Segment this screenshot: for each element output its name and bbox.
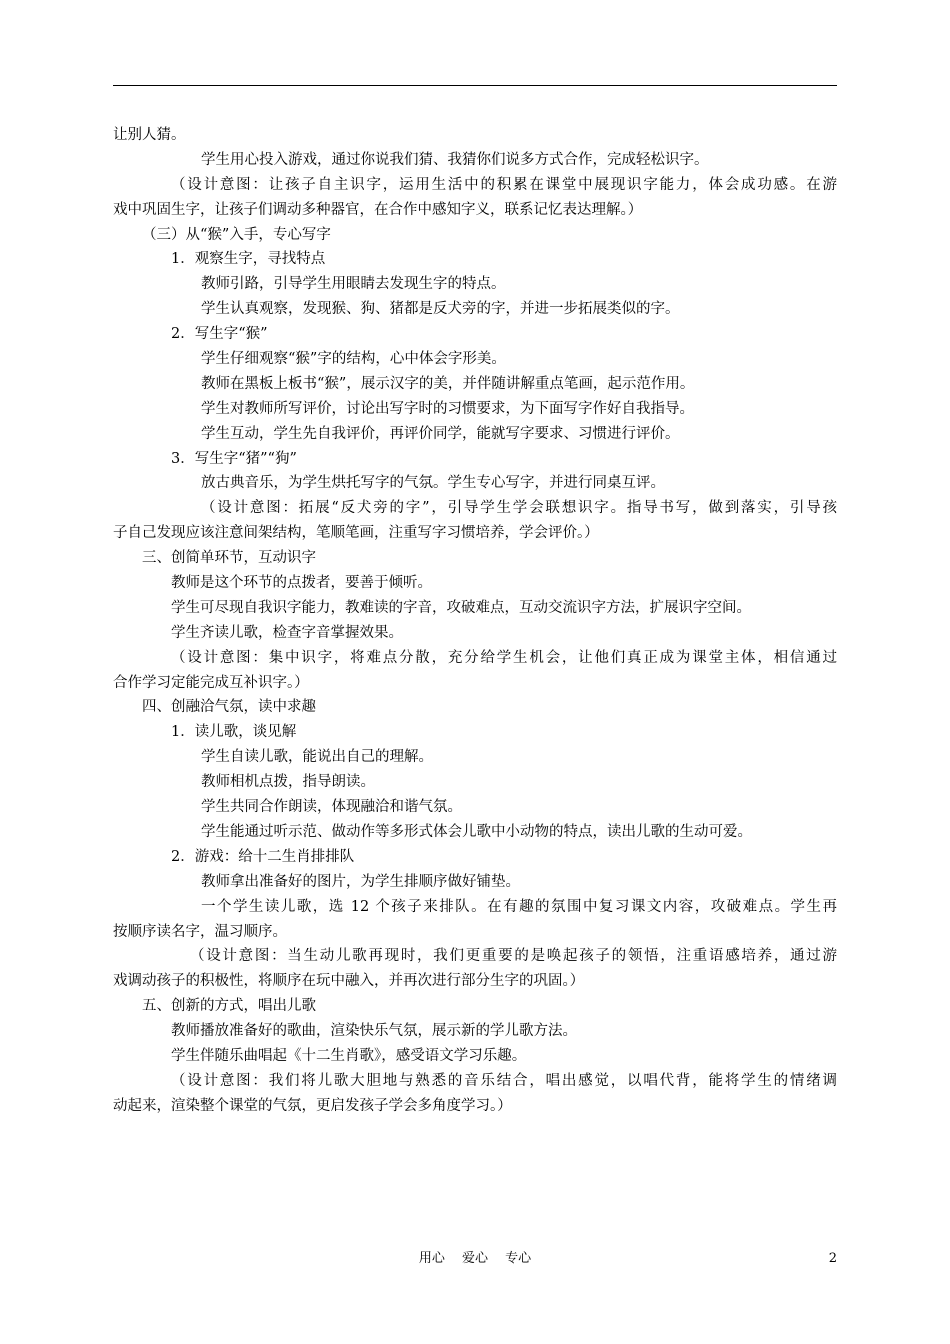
header-rule (113, 85, 837, 86)
paragraph-line: 学生对教师所写评价，讨论出写字时的习惯要求，为下面写字作好自我指导。 (201, 400, 694, 417)
subsection-heading: 2．游戏：给十二生肖排排队 (171, 848, 355, 865)
paragraph-line: 学生可尽现自我识字能力，教难读的字音，攻破难点，互动交流识字方法，扩展识字空间。 (171, 599, 751, 616)
paragraph-line: 学生自读儿歌，能说出自己的理解。 (201, 749, 433, 766)
paragraph-line: 子自己发现应该注意间架结构，笔顺笔画，注重写字习惯培养，学会评价。） (113, 525, 599, 542)
paragraph-line: 教师在黑板上板书“猴”，展示汉字的美，并伴随讲解重点笔画，起示范作用。 (201, 375, 695, 392)
paragraph-line: 学生互动，学生先自我评价，再评价同学，能就写字要求、习惯进行评价。 (201, 425, 680, 442)
paragraph-line: 学生仔细观察“猴”字的结构，心中体会字形美。 (201, 351, 506, 368)
page-number: 2 (828, 1251, 837, 1266)
paragraph-line: 教师拿出准备好的图片，为学生排顺序做好铺垫。 (201, 873, 520, 890)
paragraph-line: 教师是这个环节的点拨者，要善于倾听。 (171, 575, 432, 592)
paragraph-line: （设计意图：当生动儿歌再现时，我们更重要的是唤起孩子的领悟，注重语感培养，通过游 (190, 948, 837, 965)
section-heading: （三）从“猴”入手，专心写字 (142, 226, 331, 243)
paragraph-line: 学生齐读儿歌，检查字音掌握效果。 (171, 624, 403, 641)
paragraph-line: 放古典音乐，为学生烘托写字的气氛。学生专心写字，并进行同桌互评。 (201, 475, 665, 492)
document-body (113, 123, 837, 1119)
paragraph-line: 学生用心投入游戏，通过你说我们猜、我猜你们说多方式合作，完成轻松识字。 (201, 151, 709, 168)
section-heading: 四、创融洽气氛，读中求趣 (142, 699, 316, 716)
paragraph-line: （设计意图：我们将儿歌大胆地与熟悉的音乐结合，唱出感觉，以唱代背，能将学生的情绪调 (171, 1072, 837, 1089)
section-heading: 五、创新的方式，唱出儿歌 (142, 998, 316, 1015)
subsection-heading: 1．观察生字，寻找特点 (171, 251, 326, 268)
subsection-heading: 2．写生字“猴” (171, 326, 268, 343)
paragraph-line: 一个学生读儿歌，选 12 个孩子来排队。在有趣的氛围中复习课文内容，攻破难点。学生再 (201, 898, 837, 915)
paragraph-line: 教师引路，引导学生用眼睛去发现生字的特点。 (201, 276, 506, 293)
paragraph-line: （设计意图：拓展“反犬旁的字”，引导学生学会联想识字。指导书写，做到落实，引导孩 (201, 500, 837, 517)
subsection-heading: 3．写生字“猪”“狗” (171, 450, 297, 467)
paragraph-line: 教师相机点拨，指导朗读。 (201, 774, 375, 791)
section-heading: 三、创简单环节，互动识字 (142, 550, 316, 567)
paragraph-line: （设计意图：让孩子自主识字，运用生活中的积累在课堂中展现识字能力，体会成功感。在游 (171, 176, 837, 193)
subsection-heading: 1．读儿歌，谈见解 (171, 724, 297, 741)
paragraph-line: 学生共同合作朗读，体现融洽和谐气氛。 (201, 799, 462, 816)
paragraph-line: 让别人猜。 (113, 127, 186, 143)
paragraph-line: 按顺序读名字，温习顺序。 (113, 923, 287, 940)
paragraph-line: 戏调动孩子的积极性，将顺序在玩中融入，并再次进行部分生字的巩固。） (113, 973, 585, 990)
paragraph-line: 学生能通过听示范、做动作等多形式体会儿歌中小动物的特点，读出儿歌的生动可爱。 (201, 823, 752, 840)
paragraph-line: 戏中巩固生字，让孩子们调动多种器官，在合作中感知字义，联系记忆表达理解。） (113, 201, 643, 218)
footer-motto: 用心 爱心 专心 (418, 1251, 532, 1266)
paragraph-line: 合作学习定能完成互补识字。） (113, 674, 309, 691)
paragraph-line: 学生认真观察，发现猴、狗、猪都是反犬旁的字，并进一步拓展类似的字。 (201, 301, 680, 318)
paragraph-line: （设计意图：集中识字，将难点分散，充分给学生机会，让他们真正成为课堂主体，相信通过 (171, 649, 837, 666)
paragraph-line: 学生伴随乐曲唱起《十二生肖歌》，感受语文学习乐趣。 (171, 1047, 527, 1064)
paragraph-line: 动起来，渲染整个课堂的气氛，更启发孩子学会多角度学习。） (113, 1097, 512, 1114)
paragraph-line: 教师播放准备好的歌曲，渲染快乐气氛，展示新的学儿歌方法。 (171, 1023, 577, 1040)
